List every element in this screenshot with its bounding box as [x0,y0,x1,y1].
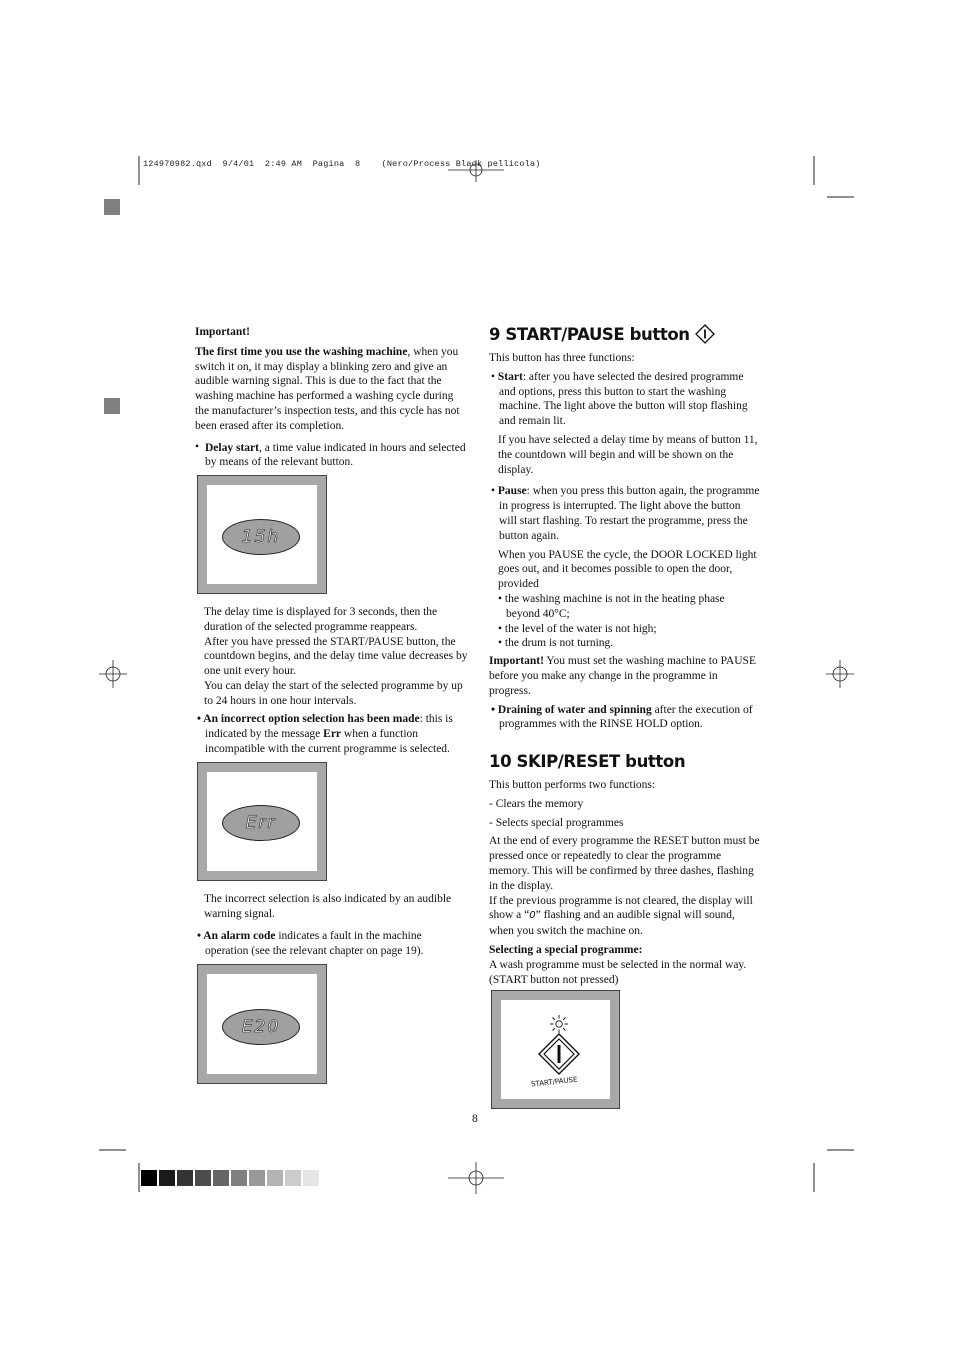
start-pause-icon [695,324,715,344]
greyscale-swatch [249,1170,265,1186]
greyscale-swatch [231,1170,247,1186]
incorrect-audible-text: The incorrect selection is also indicated by an audible warning signal. [204,893,452,920]
display-oval [222,1009,300,1045]
incorrect-text-1: : this is indicated by the message [205,713,453,740]
alarm-code-bold: • An alarm code [197,930,276,942]
display-screen [207,772,317,871]
alarm-code-text [195,929,467,959]
important-2-text: You must set the washing machine to PAUSE before you make any change in the programme in progress. [489,655,756,697]
grey-marker-square-2 [104,398,120,414]
important-2 [489,654,761,698]
left-column [195,325,467,470]
display-oval [222,519,300,555]
alarm-code-desc: indicates a fault in the machine operation (see the relevant chapter on page 19). [205,930,424,957]
special-heading: Selecting a special programme: [489,943,643,956]
heading-9-title: 9 START/PAUSE button [489,324,690,344]
greyscale-swatch [195,1170,211,1186]
greyscale-swatch [213,1170,229,1186]
indicator-light-icon [550,1015,568,1033]
start-delay: If you have selected a delay time by means of button 11, the countdown will begin and will be shown on the display. [498,433,758,476]
draining-bold: • Draining of water and spinning [491,703,652,716]
delay-para-3: You can delay the start of the selected programme by up to 24 hours in one hour intervals. [204,679,463,707]
greyscale-swatch [303,1170,319,1186]
registration-target-left [99,660,127,688]
display-readout: E20 [241,1017,281,1037]
reset-para-2: If the previous programme is not cleared, the display will show a “0” flashing and an audible signal will sound, when you switch the machine on. [489,894,753,938]
heading-10: 10 SKIP/RESET button [489,752,686,771]
pause-door: When you PAUSE the cycle, the DOOR LOCKED light goes out, and it becomes possible to open the door, provided [498,548,757,591]
greyscale-bar [141,1170,319,1186]
greyscale-swatch [285,1170,301,1186]
greyscale-swatch [177,1170,193,1186]
registration-target-top [448,160,504,182]
condition-2: • the level of the water is not high; [498,622,657,635]
delay-para-2: After you have pressed the START/PAUSE button, the countdown begins, and the delay time value decreases by one unit every hour. [204,635,468,678]
special-text-2: (START button not pressed) [489,973,619,986]
right-column-section-10 [489,778,761,987]
function-2: - Selects special programmes [489,816,624,829]
draining-text: after the execution of programmes with the RINSE HOLD option. [499,703,753,731]
function-1: - Clears the memory [489,797,584,810]
registration-target-bottom [448,1162,504,1194]
first-time-text: , when you switch it on, it may display a blinking zero and give an audible warning signal. This is due to the fact that the washing machine has performed a washing cycle during the manufacturer’s inspection tests, and this cycle has not been erased after its completion. [195,345,460,432]
delay-start-desc: , a time value indicated in hours and selected by means of the relevant button. [205,441,466,469]
alarm-code-item [195,929,467,959]
display-oval [222,805,300,841]
page-number: 8 [472,1113,478,1125]
intro-10: This button performs two functions: [489,779,656,791]
display-e20 [197,964,327,1084]
draining-item [489,703,761,733]
delay-start-bold: Delay start [205,441,259,454]
pause-bold: Pause [497,485,527,498]
condition-3: • the drum is not turning. [498,637,614,650]
reset-para-1: At the end of every programme the RESET button must be pressed once or repeatedly to clear the programme memory. This will be confirmed by three dashes, flashing in the display. [489,835,760,892]
important-label: Important! [195,326,250,338]
start-text: : after you have selected the desired programme and options, press this button to start the washing machine. The light above the button will stop flashing and remain lit. [499,370,748,428]
slug-line: 124970982.qxd 9/4/01 2:49 AM Pagina 8 (Nero/Process Black pellicola) [143,159,541,169]
heading-9 [489,324,715,344]
pause-item: • Pause: when you press this button again, the programme in progress is interrupted. The light above the button will start flashing. To restart the programme, press the button again. [491,485,760,542]
delay-explanation [204,605,468,709]
display-readout: Err [245,813,277,833]
incorrect-text-2: when a function incompatible with the current programme is selected. [205,727,450,755]
incorrect-option-item [195,712,467,756]
pause-text: : when you press this button again, the programme in progress is interrupted. The light above the button will start flashing. To restart the programme, press the button again. [499,485,760,542]
greyscale-swatch [267,1170,283,1186]
display-readout: 15h [241,527,281,547]
special-text-1: A wash programme must be selected in the normal way. [489,958,747,971]
first-time-bold: The first time you use the washing machine [195,345,408,358]
incorrect-option-text [195,712,467,756]
bullet: • [195,440,200,453]
grey-marker-square-1 [104,199,120,215]
display-15h [197,475,327,594]
right-column-section-9 [489,351,761,732]
important-2-bold: Important! [489,655,544,668]
greyscale-swatch [159,1170,175,1186]
greyscale-swatch [141,1170,157,1186]
delay-para-1: The delay time is displayed for 3 seconds, then the duration of the selected programme reappears. [204,606,438,633]
registration-target-right [826,660,854,688]
zero-symbol: 0 [529,910,536,922]
start-bold: Start [497,370,523,383]
start-pause-button-icon [501,1000,612,1101]
delay-start-text [205,441,467,471]
incorrect-option-bold: • An incorrect option selection has been made [197,713,420,725]
err-message: Err [323,727,342,740]
start-pause-illustration [491,990,620,1109]
intro-9: This button has three functions: [489,352,635,364]
start-item: • Start: after you have selected the desired programme and options, press this button to start the washing machine. The light above the button will stop flashing and remain lit. [491,370,748,428]
display-screen [207,485,317,584]
display-screen [207,974,317,1074]
delay-start-item [195,441,467,471]
illustration-panel [501,1000,610,1099]
display-err [197,762,327,881]
incorrect-audible [204,892,468,922]
start-pause-label: START/PAUSE [530,1075,578,1089]
first-time-paragraph [195,345,467,434]
condition-1: • the washing machine is not in the heating phase beyond 40°C; [498,592,725,620]
